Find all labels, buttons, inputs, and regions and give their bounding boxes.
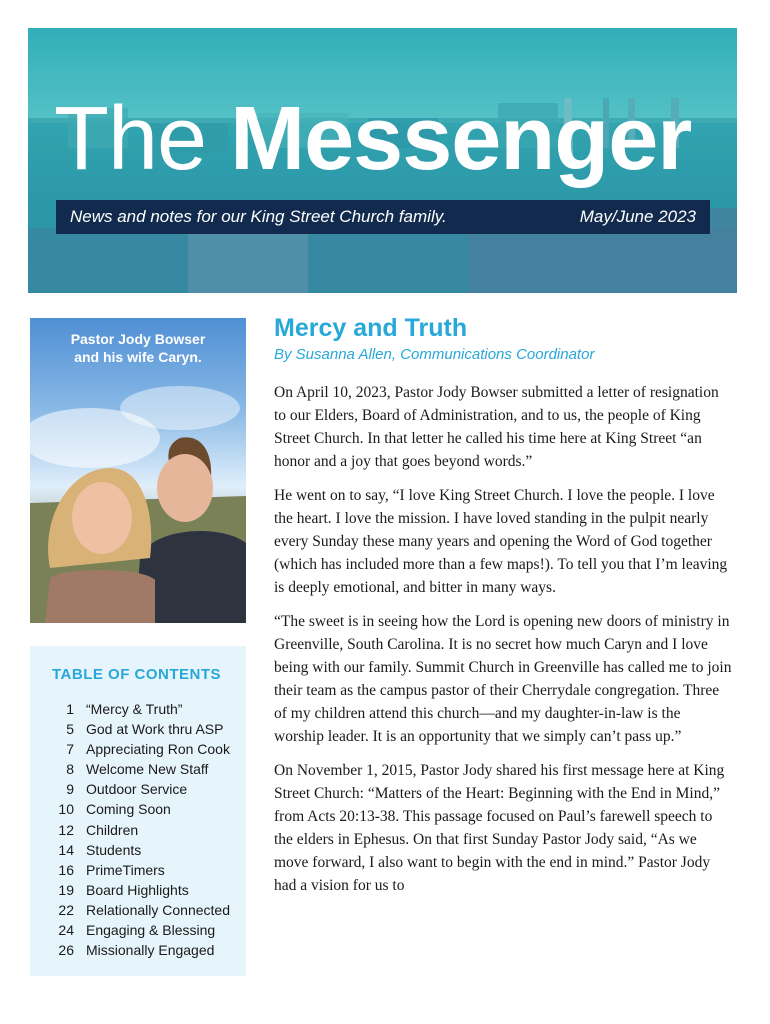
toc-title: Students (86, 841, 142, 858)
title-messenger: Messenger (230, 89, 692, 189)
article-paragraph: On November 1, 2015, Pastor Jody shared his first message here at King Street Church: “Matters of the Heart: Beginning with the End in Mind,” from Acts 20:13-38. This passage focused on Paul’s farewell speech to the elders in Ephesus. On that first Sunday Pastor Jody said, “As we move forward, I also want to begin with the end in mind.” Pastor Jody had a vision for us to (274, 762, 725, 894)
masthead-banner (28, 28, 737, 293)
article (274, 312, 734, 908)
toc-page: 7 (66, 741, 74, 758)
toc-item[interactable] (52, 880, 246, 900)
toc-title: “Mercy & Truth” (86, 701, 183, 717)
photo-caption (30, 330, 246, 366)
article-paragraph: He went on to say, “I love King Street Church. I love the people. I love the heart. I love the mission. I have loved standing in the pulpit nearly every Sunday these many years and opening the Word of God together (which has included more than a few maps!). To tell you that I’m leaving is deeply emotional, and bitter in many ways. (274, 487, 728, 596)
toc-page: 16 (58, 861, 74, 878)
title-the: The (54, 89, 207, 189)
toc-title: Welcome New Staff (86, 761, 209, 778)
toc-item[interactable] (52, 759, 246, 779)
caption-line-2: and his wife Caryn. (74, 349, 202, 365)
toc-title: Coming Soon (86, 801, 171, 818)
toc-page: 8 (66, 761, 74, 778)
toc-item[interactable] (52, 739, 246, 759)
toc-list (52, 699, 246, 960)
toc-page: 12 (58, 821, 74, 838)
table-of-contents (30, 646, 246, 976)
toc-title: God at Work thru ASP (86, 721, 224, 738)
toc-page: 5 (66, 721, 74, 738)
toc-item[interactable] (52, 719, 246, 739)
toc-page: 1 (66, 701, 74, 717)
toc-page: 10 (58, 801, 74, 818)
issue-date: May/June 2023 (579, 207, 696, 226)
toc-title: Appreciating Ron Cook (86, 741, 230, 758)
toc-item[interactable] (52, 900, 246, 920)
toc-title: Relationally Connected (86, 901, 230, 918)
tagline-bar (56, 200, 710, 234)
article-paragraph: “The sweet is in seeing how the Lord is opening new doors of ministry in Greenville, South Carolina. It is no secret how much Caryn and I love being with our family. Summit Church in Greenville has called me to join their team as the campus pastor of their Cherrydale congregation. Three of my children attend this church—and my daughter-in-law is the worship leader. It is an opportunity that we simply can’t pass up.” (274, 613, 732, 745)
toc-title: Outdoor Service (86, 781, 188, 798)
toc-title: Board Highlights (86, 881, 189, 898)
toc-title: PrimeTimers (86, 861, 165, 878)
toc-page: 24 (58, 922, 74, 939)
toc-page: 22 (58, 901, 74, 918)
toc-title: Children (86, 821, 139, 838)
toc-item[interactable] (52, 840, 246, 860)
toc-title: Missionally Engaged (86, 942, 215, 959)
toc-page: 19 (58, 881, 74, 898)
toc-page: 26 (58, 942, 74, 959)
toc-item[interactable] (52, 860, 246, 880)
toc-heading: TABLE OF CONTENTS (52, 666, 222, 683)
newsletter-title (54, 89, 692, 189)
toc-item[interactable] (52, 699, 246, 719)
toc-item[interactable] (52, 920, 246, 940)
article-headline: Mercy and Truth (274, 314, 468, 342)
caption-line-1: Pastor Jody Bowser (70, 331, 206, 347)
article-paragraph: On April 10, 2023, Pastor Jody Bowser submitted a letter of resignation to our Elders, Board of Administration, and to us, the people of King Street Church. In that letter he called his time here at King Street “an honor and a joy that goes beyond words.” (274, 384, 719, 470)
pastor-photo (30, 318, 246, 623)
toc-item[interactable] (52, 940, 246, 960)
tagline: News and notes for our King Street Church family. (70, 207, 447, 226)
toc-title: Engaging & Blessing (86, 922, 216, 939)
article-byline: By Susanna Allen, Communications Coordinator (274, 346, 595, 363)
toc-page: 9 (66, 781, 74, 798)
toc-item[interactable] (52, 779, 246, 799)
toc-item[interactable] (52, 820, 246, 840)
toc-page: 14 (58, 841, 74, 858)
toc-item[interactable] (52, 799, 246, 819)
